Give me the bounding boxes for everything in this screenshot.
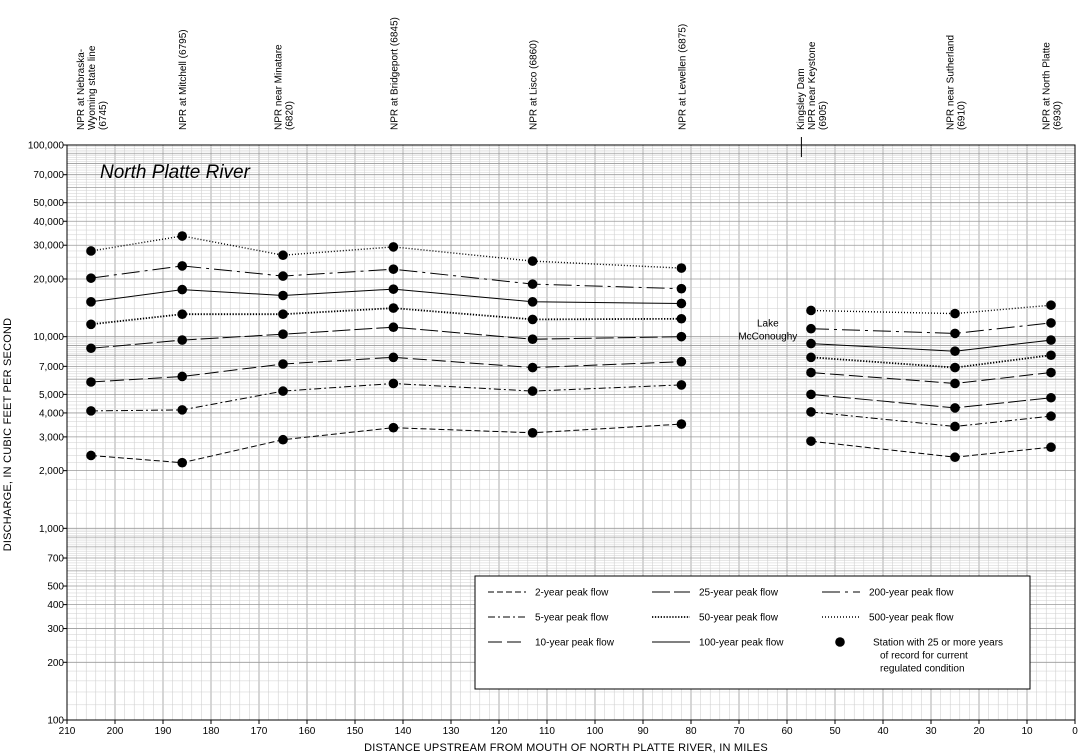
data-point <box>86 297 96 307</box>
data-point <box>86 406 96 416</box>
data-point <box>528 297 538 307</box>
data-point <box>389 322 399 332</box>
x-tick-label: 180 <box>202 726 220 737</box>
data-point <box>1046 368 1056 378</box>
data-point <box>677 263 687 273</box>
legend-label: 500-year peak flow <box>869 612 954 624</box>
data-point <box>806 407 816 417</box>
data-point <box>1046 411 1056 421</box>
data-point <box>389 242 399 252</box>
data-point <box>177 458 187 468</box>
data-point <box>1046 393 1056 403</box>
data-point <box>950 329 960 339</box>
data-point <box>1046 300 1056 310</box>
data-point <box>177 405 187 415</box>
x-tick-label: 140 <box>394 726 412 737</box>
y-tick-label: 70,000 <box>33 170 64 182</box>
data-point <box>278 386 288 396</box>
data-point <box>806 390 816 400</box>
data-point <box>806 324 816 334</box>
x-tick-label: 0 <box>1072 726 1078 737</box>
data-point <box>950 452 960 462</box>
station-label: NPR at Lewellen (6875) <box>677 23 689 130</box>
x-axis-title: DISTANCE UPSTREAM FROM MOUTH OF NORTH PLATTE RIVER, IN MILES <box>364 742 768 754</box>
data-point <box>86 320 96 330</box>
y-tick-label: 30,000 <box>33 240 64 252</box>
data-point <box>278 329 288 339</box>
data-point <box>86 451 96 461</box>
data-point <box>389 264 399 274</box>
y-axis-ticks <box>28 141 67 727</box>
data-point <box>806 306 816 316</box>
station-label: (6820) <box>284 101 296 130</box>
x-tick-label: 150 <box>346 726 364 737</box>
data-point <box>806 436 816 446</box>
x-tick-label: 110 <box>539 726 555 737</box>
lake-label-line: Lake <box>756 318 779 330</box>
station-label: Kingsley Dam <box>796 68 807 130</box>
legend-label: 10-year peak flow <box>535 637 614 649</box>
legend-label: 2-year peak flow <box>535 587 609 599</box>
x-tick-label: 50 <box>829 726 841 737</box>
x-tick-label: 100 <box>586 726 604 737</box>
y-tick-label: 20,000 <box>33 274 64 286</box>
station-label: (6905) <box>818 101 829 130</box>
y-tick-label: 7,000 <box>38 361 64 373</box>
y-tick-label: 3,000 <box>38 432 64 444</box>
x-tick-label: 190 <box>154 726 172 737</box>
data-point <box>278 250 288 260</box>
y-tick-label: 1,000 <box>38 523 64 535</box>
y-tick-label: 50,000 <box>33 198 64 210</box>
y-tick-label: 500 <box>47 581 64 593</box>
data-point <box>177 335 187 345</box>
data-point <box>177 309 187 319</box>
data-point <box>950 403 960 413</box>
station-labels <box>76 17 1064 130</box>
legend-label: 100-year peak flow <box>699 637 784 649</box>
station-label: Wyoming state line <box>87 45 98 130</box>
data-point <box>528 386 538 396</box>
x-tick-label: 20 <box>973 726 985 737</box>
data-point <box>677 299 687 309</box>
station-label: NPR at Bridgeport (6845) <box>389 17 401 130</box>
data-point <box>1046 318 1056 328</box>
data-point <box>806 368 816 378</box>
data-point <box>389 379 399 389</box>
legend-label-line: regulated condition <box>880 663 965 675</box>
data-point <box>528 256 538 266</box>
data-point <box>528 428 538 438</box>
x-tick-label: 80 <box>685 726 697 737</box>
data-point <box>950 309 960 319</box>
station-label: NPR at Nebraska- <box>76 48 87 130</box>
station-label: NPR at Lisco (6860) <box>528 39 540 130</box>
y-axis-title: DISCHARGE, IN CUBIC FEET PER SECOND <box>2 317 14 552</box>
y-tick-label: 100 <box>47 715 64 727</box>
x-tick-label: 30 <box>925 726 937 737</box>
y-tick-label: 5,000 <box>38 389 64 401</box>
data-point <box>950 363 960 373</box>
data-point <box>86 343 96 353</box>
data-point <box>1046 335 1056 345</box>
x-tick-label: 210 <box>58 726 76 737</box>
data-point <box>677 332 687 342</box>
data-point <box>86 377 96 387</box>
x-tick-label: 40 <box>877 726 889 737</box>
data-point <box>528 315 538 325</box>
legend <box>475 576 1030 689</box>
y-tick-label: 40,000 <box>33 216 64 228</box>
data-point <box>389 353 399 363</box>
data-point <box>389 423 399 433</box>
y-tick-label: 700 <box>47 553 64 565</box>
x-tick-label: 90 <box>637 726 649 737</box>
data-point <box>950 346 960 356</box>
data-point <box>278 271 288 281</box>
data-point <box>278 359 288 369</box>
data-point <box>677 419 687 429</box>
station-label: NPR near Sutherland <box>945 34 957 130</box>
y-tick-label: 2,000 <box>38 466 64 478</box>
y-tick-label: 4,000 <box>38 408 64 420</box>
data-point <box>177 231 187 241</box>
data-point <box>950 422 960 432</box>
x-tick-label: 130 <box>442 726 460 737</box>
y-tick-label: 400 <box>47 600 64 612</box>
data-point <box>1046 442 1056 452</box>
x-axis-ticks <box>59 720 1079 737</box>
y-tick-label: 200 <box>47 657 64 669</box>
legend-label-line: Station with 25 or more years <box>873 637 1004 649</box>
data-point <box>677 314 687 324</box>
x-tick-label: 60 <box>781 726 793 737</box>
data-point <box>528 334 538 344</box>
y-tick-label: 100,000 <box>27 140 64 152</box>
x-tick-label: 200 <box>106 726 124 737</box>
legend-label-line: of record for current <box>880 650 968 662</box>
station-label: (6930) <box>1052 101 1064 130</box>
x-tick-label: 10 <box>1021 726 1033 737</box>
data-point <box>677 357 687 367</box>
station-label: NPR at North Platte <box>1041 42 1053 130</box>
data-point <box>177 372 187 382</box>
data-point <box>177 285 187 295</box>
x-tick-label: 120 <box>490 726 508 737</box>
x-tick-label: 70 <box>733 726 745 737</box>
lake-label-line: McConoughy <box>738 331 798 343</box>
station-label: (6745) <box>98 101 109 130</box>
data-point <box>278 309 288 319</box>
data-point <box>389 303 399 313</box>
station-label: NPR near Keystone <box>807 41 818 130</box>
data-point <box>528 363 538 373</box>
legend-label: 5-year peak flow <box>535 612 609 624</box>
data-point <box>1046 350 1056 360</box>
x-tick-label: 160 <box>298 726 316 737</box>
data-point <box>677 284 687 294</box>
y-tick-label: 300 <box>47 624 64 636</box>
y-tick-label: 10,000 <box>33 332 64 344</box>
legend-marker <box>835 637 845 647</box>
data-point <box>86 273 96 283</box>
data-point <box>806 353 816 363</box>
station-label: (6910) <box>956 101 968 130</box>
data-point <box>278 291 288 301</box>
chart-title: North Platte River <box>100 162 250 183</box>
data-point <box>86 246 96 256</box>
legend-label: 200-year peak flow <box>869 587 954 599</box>
x-tick-label: 170 <box>250 726 268 737</box>
data-point <box>806 339 816 349</box>
data-point <box>528 279 538 289</box>
legend-label: 50-year peak flow <box>699 612 778 624</box>
station-label: NPR near Minatare <box>273 44 285 130</box>
data-point <box>278 435 288 445</box>
data-point <box>177 261 187 271</box>
station-label: NPR at Mitchell (6795) <box>178 29 190 130</box>
data-point <box>677 380 687 390</box>
data-point <box>389 284 399 294</box>
data-point <box>950 379 960 389</box>
legend-label: 25-year peak flow <box>699 587 778 599</box>
series-line <box>91 424 681 463</box>
